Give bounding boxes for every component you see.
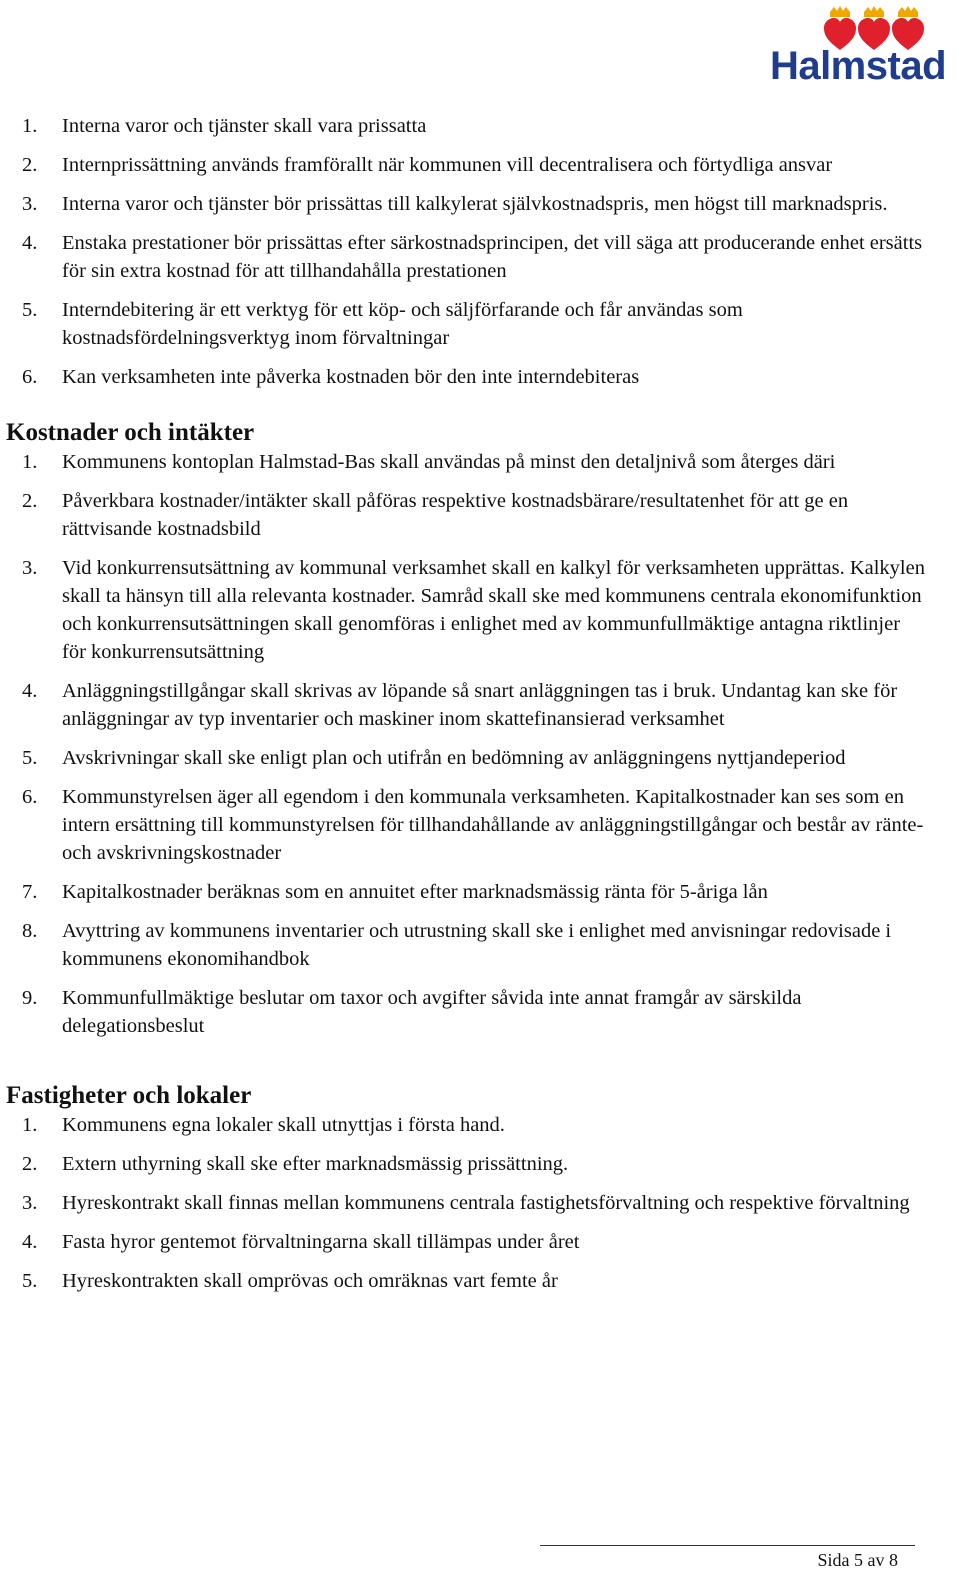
list-text: Internprissättning används framförallt när kommunen vill decentralisera och förtydliga ansvar — [62, 154, 833, 176]
list-number: 7. — [22, 881, 38, 903]
list-text: Interndebitering är ett verktyg för ett köp- och säljförfarande och får användas som kostnadsfördelningsverktyg inom förvaltningar — [62, 299, 743, 349]
list-item — [0, 1150, 940, 1178]
list-text: Kommunstyrelsen äger all egendom i den kommunala verksamheten. Kapitalkostnader kan ses som en intern ersättning till kommunstyrelsen för tillhandahållande av anläggningstillgångar och består av ränte- och avskrivningskostnader — [62, 786, 924, 864]
crown-icon-3 — [898, 6, 918, 17]
list-item — [0, 1111, 940, 1139]
list-number: 6. — [22, 366, 38, 388]
list-item — [0, 487, 940, 543]
list-item — [0, 878, 940, 906]
document-body — [0, 112, 940, 1306]
list-number: 5. — [22, 747, 38, 769]
list-text: Interna varor och tjänster skall vara prissatta — [62, 115, 427, 137]
list-item — [0, 1189, 940, 1217]
list-item — [0, 677, 940, 733]
list-text: Fasta hyror gentemot förvaltningarna skall tillämpas under året — [62, 1231, 580, 1253]
list-item — [0, 744, 940, 772]
list-item — [0, 984, 940, 1040]
list-item — [0, 783, 940, 867]
list-item — [0, 229, 940, 285]
spacer — [0, 402, 940, 418]
list-item — [0, 917, 940, 973]
list-text: Kommunfullmäktige beslutar om taxor och avgifter såvida inte annat framgår av särskilda delegationsbeslut — [62, 987, 802, 1037]
costs-list — [0, 448, 940, 1040]
list-text: Kan verksamheten inte påverka kostnaden bör den inte interndebiteras — [62, 366, 640, 388]
list-item — [0, 112, 940, 140]
footer-divider — [540, 1545, 915, 1546]
list-number: 2. — [22, 490, 38, 512]
property-list — [0, 1111, 940, 1295]
list-item — [0, 1228, 940, 1256]
list-number: 3. — [22, 193, 38, 215]
list-number: 2. — [22, 154, 38, 176]
list-item — [0, 554, 940, 666]
list-number: 5. — [22, 299, 38, 321]
halmstad-logo — [766, 6, 946, 86]
list-number: 4. — [22, 1231, 38, 1253]
list-text: Vid konkurrensutsättning av kommunal verksamhet skall en kalkyl för verksamheten upprättas. Kalkylen skall ta hänsyn till alla relevanta kostnader. Samråd skall ske med kommunens centrala ekonomifunktion och konkurrensutsättningen skall genomföras i enlighet med av kommunfullmäktige antagna riktlinjer för konkurrensutsättning — [62, 557, 925, 663]
list-number: 3. — [22, 1192, 38, 1214]
list-item — [0, 151, 940, 179]
list-item — [0, 448, 940, 476]
list-number: 4. — [22, 680, 38, 702]
list-text: Extern uthyrning skall ske efter marknadsmässig prissättning. — [62, 1153, 569, 1175]
list-text: Enstaka prestationer bör prissättas efter särkostnadsprincipen, det vill säga att producerande enhet ersätts för sin extra kostnad för att tillhandahålla prestationen — [62, 232, 923, 282]
list-number: 1. — [22, 451, 38, 473]
list-number: 1. — [22, 115, 38, 137]
list-text: Avskrivningar skall ske enligt plan och utifrån en bedömning av anläggningens nyttjandeperiod — [62, 747, 846, 769]
crown-icon-2 — [864, 6, 884, 17]
section-title-costs: Kostnader och intäkter — [6, 419, 255, 446]
page-number: Sida 5 av 8 — [817, 1550, 898, 1570]
crown-icon-1 — [830, 6, 850, 17]
list-text: Hyreskontrakt skall finnas mellan kommunens centrala fastighetsförvaltning och respektive förvaltning — [62, 1192, 910, 1214]
list-item — [0, 1267, 940, 1295]
section-title-property: Fastigheter och lokaler — [6, 1082, 252, 1109]
list-text: Påverkbara kostnader/intäkter skall påföras respektive kostnadsbärare/resultatenhet för att ge en rättvisande kostnadsbild — [62, 490, 849, 540]
list-number: 2. — [22, 1153, 38, 1175]
list-text: Hyreskontrakten skall omprövas och omräknas vart femte år — [62, 1270, 558, 1292]
list-number: 4. — [22, 232, 38, 254]
list-number: 6. — [22, 786, 38, 808]
list-item — [0, 190, 940, 218]
list-item — [0, 363, 940, 391]
list-number: 5. — [22, 1270, 38, 1292]
list-number: 9. — [22, 987, 38, 1009]
list-text: Kommunens kontoplan Halmstad-Bas skall användas på minst den detaljnivå som återges däri — [62, 451, 836, 473]
list-number: 8. — [22, 920, 38, 942]
list-text: Kapitalkostnader beräknas som en annuitet efter marknadsmässig ränta för 5-åriga lån — [62, 881, 768, 903]
list-number: 3. — [22, 557, 38, 579]
list-number: 1. — [22, 1114, 38, 1136]
list-text: Kommunens egna lokaler skall utnyttjas i första hand. — [62, 1114, 505, 1136]
spacer — [0, 1051, 940, 1081]
list-item — [0, 296, 940, 352]
logo-wordmark: Halmstad — [769, 44, 946, 88]
list-text: Avyttring av kommunens inventarier och utrustning skall ske i enlighet med anvisningar redovisade i kommunens ekonomihandbok — [62, 920, 892, 970]
list-text: Interna varor och tjänster bör prissättas till kalkylerat självkostnadspris, men högst till marknadspris. — [62, 193, 888, 215]
intro-list — [0, 112, 940, 391]
list-text: Anläggningstillgångar skall skrivas av löpande så snart anläggningen tas i bruk. Undantag kan ske för anläggningar av typ inventarier och maskiner inom skattefinansierad verksamhet — [62, 680, 898, 730]
